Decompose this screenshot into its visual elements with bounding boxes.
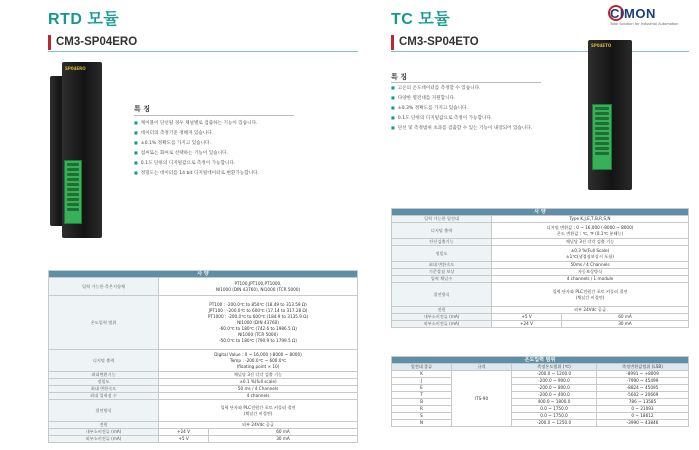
red-marker (391, 35, 394, 50)
power-voltage: +24 V (492, 321, 562, 328)
rtd-model-name: CM3-SP04ERO (56, 36, 138, 48)
rtd-spec-table (48, 270, 358, 443)
range-temp: -200.0 ~ 400.0 (512, 392, 597, 399)
spec-value: Digital Value : 0 ~ 16,000 (-8000 ~ 8000) Temp : -200.0℃ ~ 600.0℃ (floating point × 10) (159, 350, 358, 372)
spec-label: 입력 가능한 측온저항체 (49, 278, 159, 296)
terminal-block (64, 160, 82, 224)
logo-tagline: Total Solution for Industrial Automation (610, 22, 679, 26)
spec-label: 최대변환기능 (49, 372, 159, 379)
spec-label: 절연방식 (49, 400, 159, 422)
range-type: R (392, 406, 452, 413)
spec-value: 외부 24Vdc 공급 (492, 307, 689, 314)
spec-label: 디지털 출력 (392, 223, 492, 239)
list-item: ■ ±0.1% 정확도를 가지고 있습니다. (134, 138, 259, 148)
rtd-model-header (48, 34, 137, 50)
spec-table-caption: 사 양 (392, 209, 689, 216)
spec-value: 채널당 3선 각각 검출 기능 (492, 239, 689, 246)
spec-label: 절연방식 (392, 283, 492, 307)
range-type: N (392, 420, 452, 427)
rtd-features-divider (134, 115, 294, 116)
tc-module-title: TC 모듈 (391, 11, 451, 28)
rtd-device-label: SP04ERO (65, 66, 86, 71)
spec-value: 디지털 변환값 : 0 ~ 16,000 (-8000 ~ 8000) 온도 변환값 : ℃, ℉ (0.1℃ 분해능) (492, 223, 689, 239)
spec-table-caption: 사 양 (49, 271, 358, 278)
spec-label: 최대 입력점 수 (49, 393, 159, 400)
rtd-divider (48, 51, 358, 52)
range-lsb: -5602 ~ 20669 (597, 392, 689, 399)
rtd-features-title: 특 징 (134, 105, 150, 113)
range-temp: -200.0 ~ 1250.0 (512, 420, 597, 427)
range-lsb: -3990 ~ 43846 (597, 420, 689, 427)
list-item: ■ 고온의 온도데이터를 측정할 수 있습니다. (391, 83, 532, 93)
range-header: 열전대 종류 (392, 364, 452, 371)
list-item: ■ 정밀도는 데이터를 14 bit 디지털데이터로 변환가능합니다. (134, 168, 259, 178)
spec-value: 채널당 3선 각각 검출 기능 (159, 372, 358, 379)
list-item: ■ 데이터의 측정기준 정해져 있습니다. (134, 128, 259, 138)
list-item: ■ 케이블이 단선될 경우 채널별로 검출하는 기능이 있습니다. (134, 118, 259, 128)
logo-text: CIMON (610, 6, 656, 21)
tc-spec-table (391, 208, 689, 328)
tc-features-title: 특 징 (391, 73, 407, 81)
range-lsb: -7990 ~ 45499 (597, 378, 689, 385)
range-type: S (392, 413, 452, 420)
range-type: E (392, 385, 452, 392)
spec-label: 정밀도 (49, 379, 159, 386)
spec-label: 전원 (392, 307, 492, 314)
rtd-module-title: RTD 모듈 (48, 11, 120, 28)
spec-value: 50ms / 4 Channels (492, 262, 689, 269)
range-header: 규격 (452, 364, 512, 371)
spec-value: 자동보상방식 (492, 269, 689, 276)
spec-label: 입력 채널수 (392, 276, 492, 283)
spec-value: 50 ms / 4 Channels (159, 386, 358, 393)
power-voltage: +5 V (159, 436, 209, 443)
spec-value: ±0.1 %(full scale) (159, 379, 358, 386)
spec-value: 4 channels (159, 393, 358, 400)
power-voltage: +24 V (159, 429, 209, 436)
range-standard: ITS-90 (452, 371, 512, 427)
tc-device-label: SP04ETO (591, 43, 612, 48)
spec-value: PT100 : -200.0℃ to 850℃ (18.49 to 313.59 Ω) JPT100 : -200.0℃ to 600℃ (17.14 to 317.28 Ω) PT1000 : -200.0℃ to 600℃ (184.9 to 3135.9 Ω) NI1000 (DIN 43760) -60.0℃ to 180℃ (742.6 to 1986.5 Ω) NI1000 (TCR 5000) -50.0℃ to 180℃ (790.9 to 1799.5 Ω) (159, 296, 358, 350)
spec-value: 입력 단자와 PLC전원간 포토 커플러 절연 (채널간 비절연) (492, 283, 689, 307)
range-type: K (392, 371, 452, 378)
list-item: ■ 단선 및 측정범위 초과를 검출할 수 있는 기능이 내장되어 있습니다. (391, 123, 532, 133)
range-temp: 400.0 ~ 1800.0 (512, 399, 597, 406)
tc-module-image (588, 40, 634, 190)
spec-label: 전원 (49, 422, 159, 429)
spec-value: PT100,JPT100,PT1000, NI1000 (DIN 43760), NI1000 (TCR 5000) (159, 278, 358, 296)
power-label: 내부소비전류 (mA) (49, 429, 159, 436)
spec-label: 최대 변환속도 (392, 262, 492, 269)
power-label: 내부소비전류 (mA) (392, 314, 492, 321)
power-current: 60 mA (562, 314, 689, 321)
power-current: 30 mA (209, 436, 358, 443)
spec-label: 입력 가능한 열전대 (392, 216, 492, 223)
power-voltage: +5 V (492, 314, 562, 321)
range-header: 측정변환값범위 (LSB) (597, 364, 689, 371)
range-temp: -200.0 ~ 1200.0 (512, 371, 597, 378)
power-label: 외부소비전류 (mA) (49, 436, 159, 443)
list-item: ■ 0.1도 단위의 디지털값으로 측정이 가능합니다. (391, 113, 532, 123)
range-temp: -200.0 ~ 900.0 (512, 378, 597, 385)
tc-feature-list (391, 83, 532, 133)
tc-range-table (391, 356, 689, 427)
tc-divider (391, 51, 689, 52)
spec-value: 4 channels / 1 module (492, 276, 689, 283)
power-current: 60 mA (209, 429, 358, 436)
list-item: ■ 0.1도 단위의 디지털값으로 측정이 가능합니다. (134, 158, 259, 168)
spec-value: ±0.3 %(Full Scale) ±1℃(냉접점보상시 포함) (492, 246, 689, 262)
range-lsb: -8824 ~ 45095 (597, 385, 689, 392)
list-item: ■ ±0.3% 정확도를 가지고 있습니다. (391, 103, 532, 113)
range-header: 측정온도범위 (℃) (512, 364, 597, 371)
spec-label: 디지털 출력 (49, 350, 159, 372)
list-item: ■ 섭씨또는 화씨로 선택하는 기능이 있습니다. (134, 148, 259, 158)
range-lsb: 0 ~ 18612 (597, 413, 689, 420)
range-table-caption: 온도입력 범위 (392, 357, 689, 364)
power-current: 30 mA (562, 321, 689, 328)
spec-label: 온도입력 범위 (49, 296, 159, 350)
range-temp: 0.0 ~ 1750.0 (512, 413, 597, 420)
list-item: ■ 다양한 열전대를 지원합니다. (391, 93, 532, 103)
cimon-logo (600, 4, 692, 28)
rtd-feature-list (134, 118, 259, 178)
spec-label: 단선검출기능 (392, 239, 492, 246)
power-label: 외부소비전류 (mA) (392, 321, 492, 328)
range-temp: 0.0 ~ 1750.0 (512, 406, 597, 413)
range-lsb: 0 ~ 21093 (597, 406, 689, 413)
rtd-module-image (50, 62, 106, 238)
spec-value: 입력 단자와 PLC전원간 포토 커플러 절연 (채널간 비절연) (159, 400, 358, 422)
spec-label: 최대 변환속도 (49, 386, 159, 393)
spec-label: 기준접점 보상 (392, 269, 492, 276)
spec-value: Type K,J,E,T,B,R,S,N (492, 216, 689, 223)
range-type: B (392, 399, 452, 406)
tc-model-name: CM3-SP04ETO (399, 36, 479, 48)
spec-value: 외부 24Vdc 공급 (159, 422, 358, 429)
terminal-block (592, 104, 612, 170)
range-type: T (392, 392, 452, 399)
range-lsb: 786 ~ 13585 (597, 399, 689, 406)
red-marker (48, 35, 51, 50)
range-type: J (392, 378, 452, 385)
range-temp: -200.0 ~ 800.0 (512, 385, 597, 392)
tc-model-header (391, 34, 479, 50)
range-lsb: -8991 ~ +8009 (597, 371, 689, 378)
spec-label: 정밀도 (392, 246, 492, 262)
